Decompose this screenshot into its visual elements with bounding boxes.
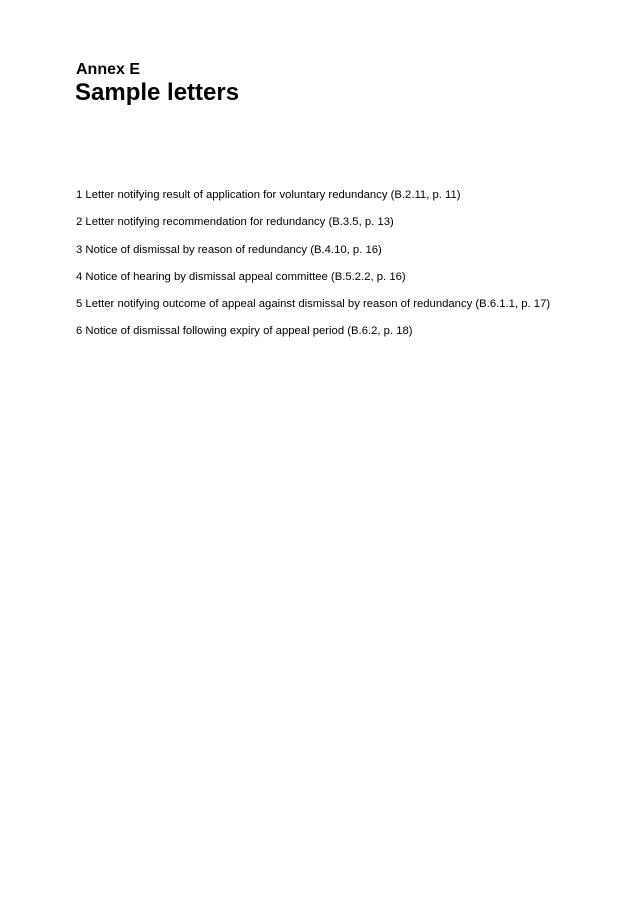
letter-item-5: 5 Letter notifying outcome of appeal against dismissal by reason of redundancy (B.6.1.1, p. 17) [76,298,551,311]
letter-item-6: 6 Notice of dismissal following expiry of appeal period (B.6.2, p. 18) [76,325,413,338]
letter-item-3: 3 Notice of dismissal by reason of redundancy (B.4.10, p. 16) [76,243,382,256]
sample-letters-list [76,188,550,352]
page-title: Sample letters [75,79,240,106]
letter-item-2: 2 Letter notifying recommendation for redundancy (B.3.5, p. 13) [76,216,394,229]
annex-label: Annex E [76,61,141,78]
letter-item-4: 4 Notice of hearing by dismissal appeal committee (B.5.2.2, p. 16) [76,270,406,283]
letter-item-1: 1 Letter notifying result of application for voluntary redundancy (B.2.11, p. 11) [76,189,461,201]
